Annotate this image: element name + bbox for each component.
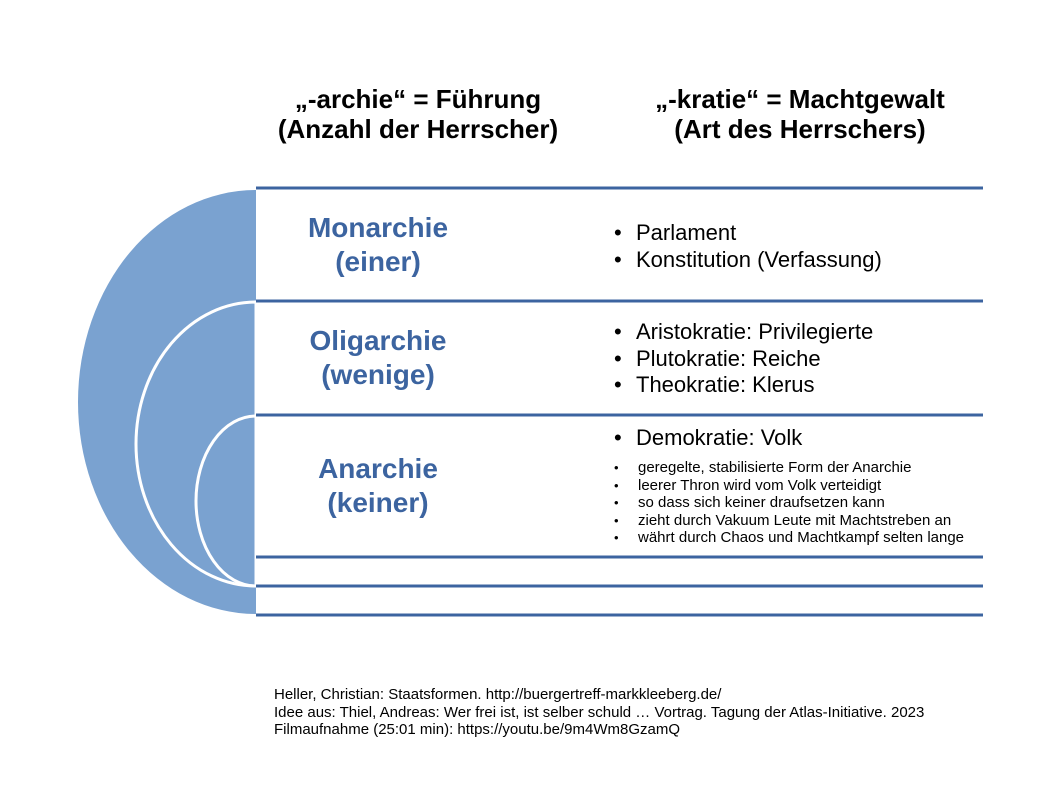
list-item: • Plutokratie: Reiche: [610, 346, 873, 373]
header-kratie-line2: (Art des Herrschers): [674, 114, 926, 144]
outer-arc: [78, 190, 256, 614]
list-item: • geregelte, stabilisierte Form der Anarchie: [612, 459, 964, 477]
label-monarchie-count: (einer): [335, 246, 421, 277]
header-kratie-line1: „-kratie“ = Machtgewalt: [655, 84, 945, 114]
list-item: • Theokratie: Klerus: [610, 372, 873, 399]
list-item: • Aristokratie: Privilegierte: [610, 319, 873, 346]
label-oligarchie-name: Oligarchie: [309, 325, 447, 356]
list-item: • zieht durch Vakuum Leute mit Machtstreben an: [612, 512, 964, 530]
source-line: Filmaufnahme (25:01 min): https://youtu.be/9m4Wm8GzamQ: [274, 721, 680, 738]
label-anarchie-count: (keiner): [327, 487, 429, 518]
label-anarchie-name: Anarchie: [318, 453, 438, 484]
list-item: • währt durch Chaos und Machtkampf selten lange: [612, 529, 964, 547]
label-monarchie-name: Monarchie: [307, 212, 449, 243]
list-oligarchie: [610, 319, 873, 399]
label-anarchie: [268, 452, 488, 520]
list-anarchie: [610, 425, 802, 452]
header-archie-line2: (Anzahl der Herrscher): [277, 114, 559, 144]
list-item: • leerer Thron wird vom Volk verteidigt: [612, 477, 964, 495]
list-monarchie: [610, 220, 882, 273]
source-line: Idee aus: Thiel, Andreas: Wer frei ist, ist selber schuld … Vortrag. Tagung der Atlas-Initiative. 2023: [274, 703, 925, 721]
label-oligarchie: [268, 324, 488, 392]
list-anarchie-details: [612, 459, 964, 547]
list-item: • Konstitution (Verfassung): [610, 247, 882, 274]
list-item: • Parlament: [610, 220, 882, 247]
label-monarchie: [268, 211, 488, 279]
list-item: • Demokratie: Volk: [610, 425, 802, 452]
list-item: • so dass sich keiner draufsetzen kann: [612, 494, 964, 512]
label-oligarchie-count: (wenige): [321, 359, 435, 390]
source-line: Heller, Christian: Staatsformen. http://buergertreff-markkleeberg.de/: [274, 686, 722, 703]
sources: [274, 686, 924, 739]
header-archie-line1: „-archie“ = Führung: [294, 84, 542, 114]
